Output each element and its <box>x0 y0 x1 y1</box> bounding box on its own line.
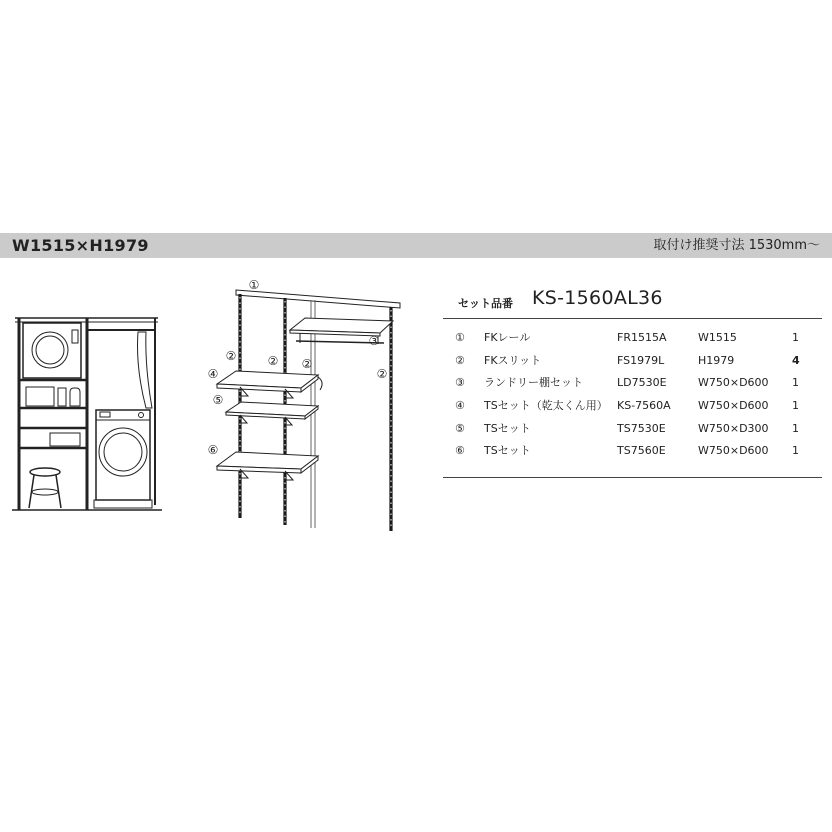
part-name: ランドリー棚セット <box>484 376 583 389</box>
set-number-code: KS-1560AL36 <box>532 287 663 309</box>
part-code: FR1515A <box>617 331 667 344</box>
stool-leg-right <box>56 475 61 508</box>
part-code: TS7560E <box>617 444 666 457</box>
dryer-hook <box>318 377 322 390</box>
part-qty: 1 <box>792 376 799 389</box>
parts-row <box>443 372 822 394</box>
illustrations <box>0 270 440 540</box>
part-name: FKスリット <box>484 354 542 367</box>
part-qty: 4 <box>792 354 800 367</box>
washer-base <box>94 500 152 508</box>
callout-laundry-shelf: ③ <box>368 334 380 348</box>
part-name: TSセット（乾太くん用） <box>484 399 608 412</box>
part-code: FS1979L <box>617 354 665 367</box>
part-size: W750×D600 <box>698 444 769 457</box>
part-number: ⑥ <box>455 444 465 457</box>
stool-ring <box>32 489 58 495</box>
part-number: ④ <box>455 399 465 412</box>
part-size: W750×D600 <box>698 399 769 412</box>
parts-row <box>443 350 822 372</box>
callout-fk-rail: ① <box>248 278 260 292</box>
ts-shelf-kanta <box>217 371 322 398</box>
shelf-assembly-diagram <box>208 278 400 531</box>
callout-fk-slit-4: ② <box>376 367 388 381</box>
part-name: TSセット <box>484 444 531 457</box>
bottle-small <box>58 388 66 406</box>
fk-rail <box>236 290 400 308</box>
washing-machine <box>94 410 152 508</box>
part-qty: 1 <box>792 422 799 435</box>
part-number: ⑤ <box>455 422 465 435</box>
stool-seat <box>30 468 60 476</box>
gas-dryer <box>23 323 81 378</box>
stool-leg-left <box>29 475 34 508</box>
set-number-label: セット品番 <box>458 297 513 310</box>
hanging-towel <box>137 332 152 408</box>
bottle-large <box>70 388 80 406</box>
part-code: TS7530E <box>617 422 666 435</box>
part-size: H1979 <box>698 354 735 367</box>
callout-ts-kanta: ④ <box>207 367 219 381</box>
table-top-rule <box>443 318 822 319</box>
basket <box>26 387 54 406</box>
table-bottom-rule <box>443 477 822 478</box>
parts-row <box>443 418 822 440</box>
part-code: KS-7560A <box>617 399 671 412</box>
part-size: W1515 <box>698 331 737 344</box>
part-size: W750×D300 <box>698 422 769 435</box>
part-qty: 1 <box>792 331 799 344</box>
parts-row <box>443 327 822 349</box>
part-number: ① <box>455 331 465 344</box>
callout-fk-slit-2: ② <box>267 354 279 368</box>
ts-shelf-d600 <box>217 452 318 480</box>
part-number: ③ <box>455 376 465 389</box>
part-name: FKレール <box>484 331 531 344</box>
laundry-room-illustration <box>12 318 162 510</box>
dimension-header-band <box>0 233 832 258</box>
shelf-items <box>26 387 80 406</box>
callout-ts-d600: ⑥ <box>207 443 219 457</box>
storage-box <box>50 433 80 446</box>
callout-fk-slit-3: ② <box>301 357 313 371</box>
part-name: TSセット <box>484 422 531 435</box>
callout-fk-slit-1: ② <box>225 349 237 363</box>
part-qty: 1 <box>792 399 799 412</box>
overall-size: W1515×H1979 <box>12 236 149 255</box>
parts-row <box>443 395 822 417</box>
part-code: LD7530E <box>617 376 667 389</box>
part-size: W750×D600 <box>698 376 769 389</box>
stool <box>29 468 61 508</box>
parts-row <box>443 440 822 462</box>
part-qty: 1 <box>792 444 799 457</box>
part-number: ② <box>455 354 465 367</box>
recommended-install-size: 取付け推奨寸法 1530mm〜 <box>653 238 820 253</box>
callout-ts-d300: ⑤ <box>212 393 224 407</box>
